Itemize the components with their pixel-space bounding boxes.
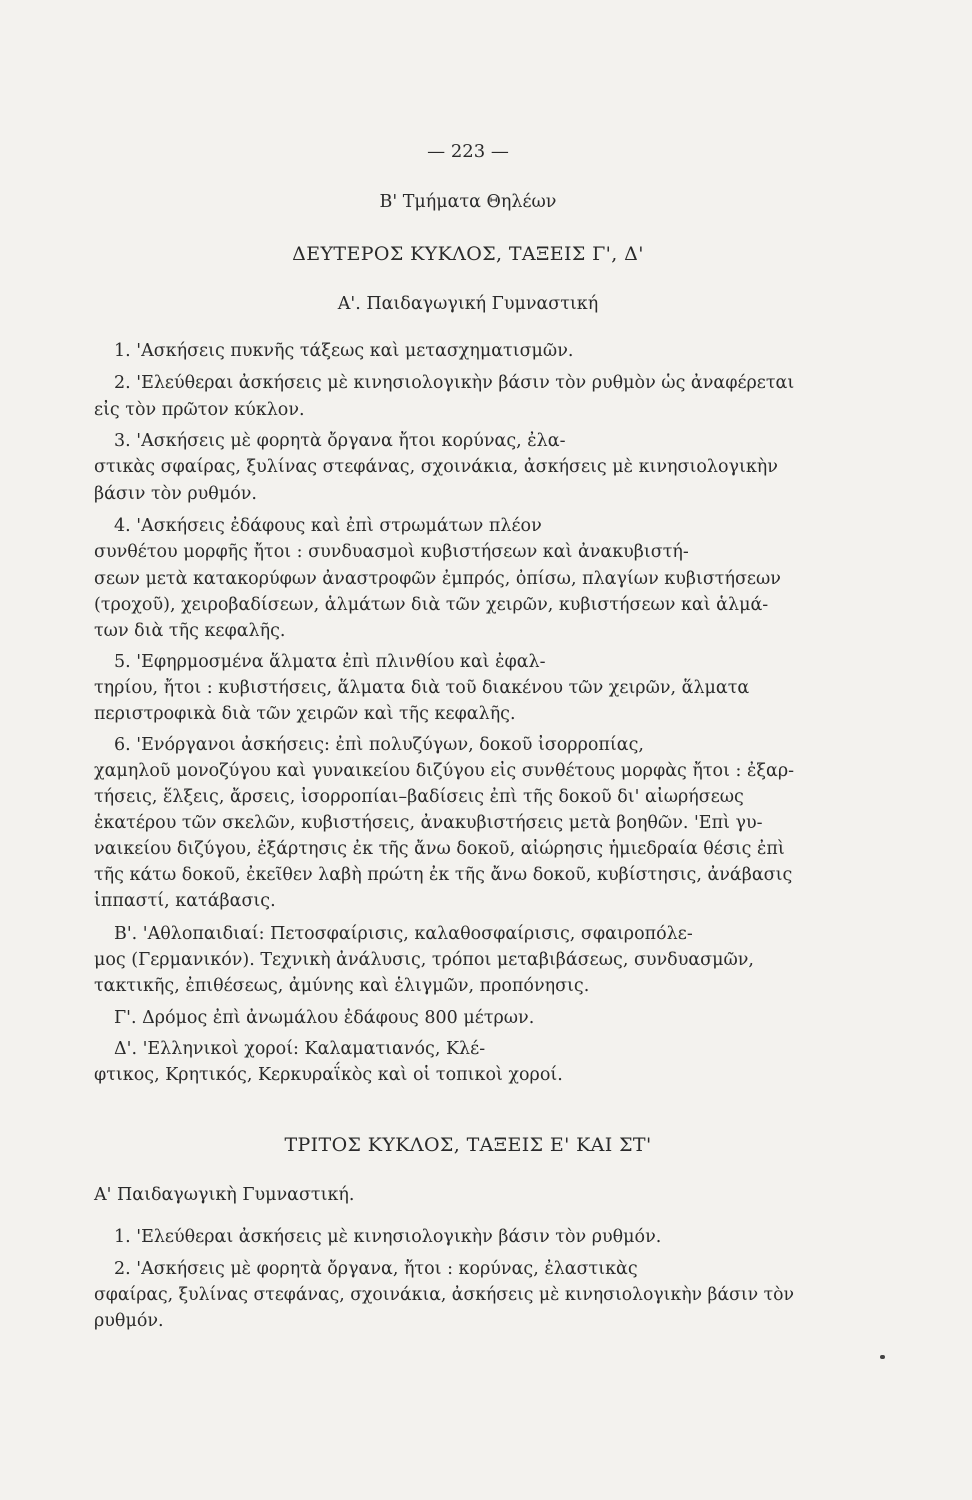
text-line: περιστροφικὰ διὰ τῶν χειρῶν καὶ τῆς κεφαλῆς. [94,704,516,724]
text-line: σεων μετὰ κατακορύφων ἀναστροφῶν ἐμπρός, ὀπίσω, πλαγίων κυβιστήσεων [94,569,781,589]
text-line: φτικος, Κρητικός, Κερκυραΐκὸς καὶ οἱ τοπικοὶ χοροί. [94,1065,563,1085]
text-line: σφαίρας, ξυλίνας στεφάνας, σχοινάκια, ἀσκήσεις μὲ κινησιολογικὴν βάσιν τὸν [94,1285,794,1305]
text-line: 2. 'Ελεύθεραι ἀσκήσεις μὲ κινησιολογικὴν βάσιν τὸν ρυθμὸν ὡς ἀναφέρεται [114,373,795,393]
text-line: βάσιν τὸν ρυθμόν. [94,484,257,504]
text-line: μος (Γερμανικόν). Τεχνικὴ ἀνάλυσις, τρόποι μεταβιβάσεως, συνδυασμῶν, [94,950,754,970]
text-line: ἑκατέρου τῶν σκελῶν, κυβιστήσεις, ἀνακυβιστήσεις μετὰ βοηθῶν. 'Επὶ γυ- [94,813,763,833]
text-line: Δ'. 'Ελληνικοὶ χοροί: Καλαματιανός, Κλέ- [114,1039,486,1059]
book-page [94,0,798,1500]
text-line: εἰς τὸν πρῶτον κύκλον. [94,400,305,420]
cycle3-heading: ΤΡΙΤΟΣ ΚΥΚΛΟΣ, ΤΑΞΕΙΣ Ε' ΚΑΙ ΣΤ' [284,1134,652,1156]
text-line: τηρίου, ἤτοι : κυβιστήσεις, ἅλματα διὰ τοῦ διακένου τῶν χειρῶν, ἅλματα [94,678,750,698]
text-line: 1. 'Ασκήσεις πυκνῆς τάξεως καὶ μετασχηματισμῶν. [114,341,574,361]
text-line: ναικείου διζύγου, ἐξάρτησις ἐκ τῆς ἄνω δοκοῦ, αἰώρησις ἡμιεδραία θέσις ἐπὶ [94,839,785,859]
text-line: 1. 'Ελεύθεραι ἀσκήσεις μὲ κινησιολογικὴν βάσιν τὸν ρυθμόν. [114,1227,662,1247]
text-line: 2. 'Ασκήσεις μὲ φορητὰ ὄργανα, ἤτοι : κορύνας, ἐλαστικὰς [114,1259,638,1279]
text-line: τήσεις, ἕλξεις, ἄρσεις, ἰσορροπίαι–βαδίσεις ἐπὶ τῆς δοκοῦ δι' αἰωρήσεως [94,787,744,807]
cycle2-subheading: Α'. Παιδαγωγική Γυμναστική [337,294,599,314]
page-number: — 223 — [427,141,509,162]
section-title: Β' Τμήματα Θηλέων [379,192,557,212]
text-line: συνθέτου μορφῆς ἤτοι : συνδυασμοὶ κυβιστήσεων καὶ ἀνακυβιστή- [94,542,689,562]
text-line: 4. 'Ασκήσεις ἐδάφους καὶ ἐπὶ στρωμάτων πλέον [114,516,542,536]
cycle3-subheading: Α' Παιδαγωγικὴ Γυμναστική. [94,1185,355,1205]
text-line: των διὰ τῆς κεφαλῆς. [94,621,286,641]
text-line: Γ'. Δρόμος ἐπὶ ἀνωμάλου ἐδάφους 800 μέτρων. [114,1008,535,1028]
text-line: ρυθμόν. [94,1311,164,1331]
text-line: στικὰς σφαίρας, ξυλίνας στεφάνας, σχοινάκια, ἀσκήσεις μὲ κινησιολογικὴν [94,457,778,477]
text-line: 3. 'Ασκήσεις μὲ φορητὰ ὄργανα ἤτοι κορύνας, ἐλα- [114,431,566,451]
text-line: τακτικῆς, ἐπιθέσεως, ἀμύνης καὶ ἑλιγμῶν, προπόνησις. [94,976,590,996]
text-line: Β'. 'Αθλοπαιδιαί: Πετοσφαίρισις, καλαθοσφαίρισις, σφαιροπόλε- [114,924,693,944]
text-line: ἱππαστί, κατάβασις. [94,891,276,911]
text-line: 5. 'Εφηρμοσμένα ἅλματα ἐπὶ πλινθίου καὶ ἐφαλ- [114,652,546,672]
text-line: τῆς κάτω δοκοῦ, ἐκεῖθεν λαβὴ πρώτη ἐκ τῆς ἄνω δοκοῦ, κυβίστησις, ἀνάβασις [94,865,793,885]
text-line: (τροχοῦ), χειροβαδίσεων, ἁλμάτων διὰ τῶν χειρῶν, κυβιστήσεων καὶ ἁλμά- [94,595,769,615]
cycle2-heading: ΔΕΥΤΕΡΟΣ ΚΥΚΛΟΣ, ΤΑΞΕΙΣ Γ', Δ' [292,243,644,265]
text-line: χαμηλοῦ μονοζύγου καὶ γυναικείου διζύγου εἰς συνθέτους μορφὰς ἤτοι : ἐξαρ- [94,761,795,781]
text-line: 6. 'Ενόργανοι ἀσκήσεις: ἐπὶ πολυζύγων, δοκοῦ ἰσορροπίας, [114,735,644,755]
ink-speck [880,1355,885,1359]
